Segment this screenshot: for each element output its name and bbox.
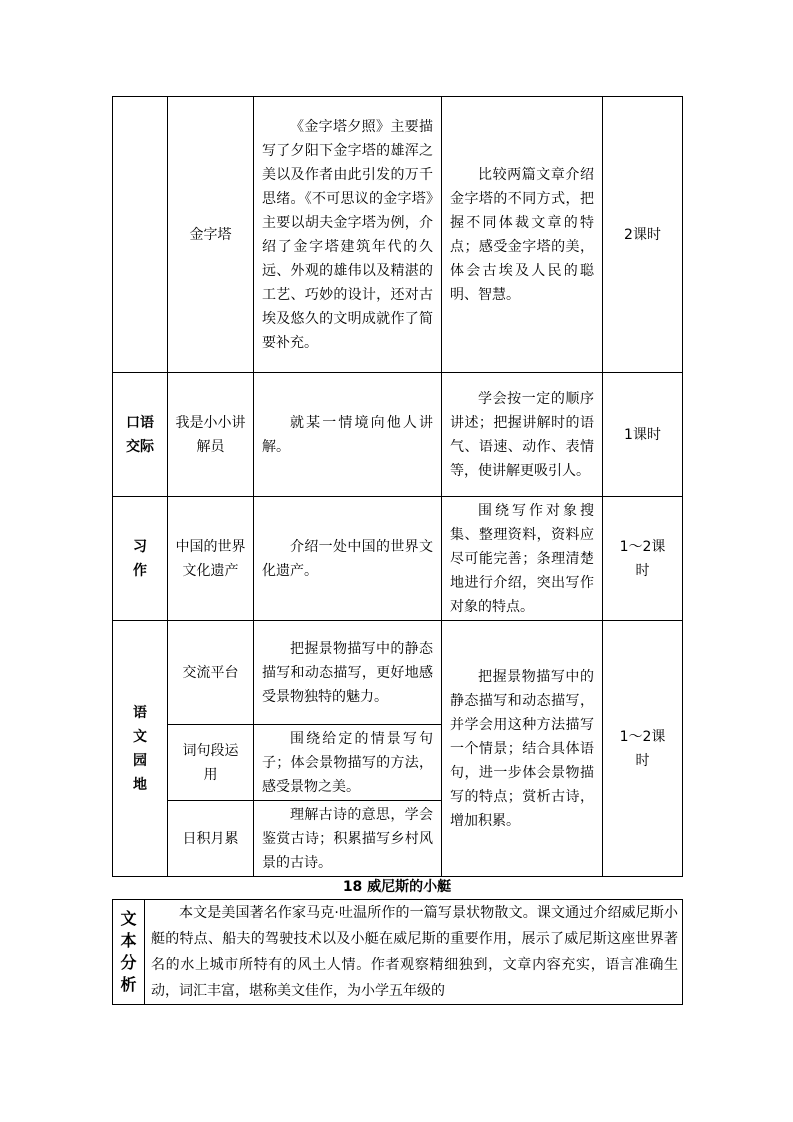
lesson-hours: 2课时 xyxy=(603,97,683,373)
lesson-content: 把握景物描写中的静态描写和动态描写，更好地感受景物独特的魅力。 xyxy=(254,621,442,725)
category-cell-empty xyxy=(113,97,168,373)
category-label: 习作 xyxy=(113,497,168,621)
lesson-content: 围绕给定的情景写句子；体会景物描写的方法，感受景物之美。 xyxy=(254,725,442,801)
lesson-title: 日积月累 xyxy=(168,801,254,877)
category-label: 语文园地 xyxy=(113,621,168,877)
section-title: 18 威尼斯的小艇 xyxy=(342,879,452,895)
lesson-content: 介绍一处中国的世界文化遗产。 xyxy=(254,497,442,621)
lesson-goal: 比较两篇文章介绍金字塔的不同方式，把握不同体裁文章的特点；感受金字塔的美，体会古埃及人民的聪明、智慧。 xyxy=(442,97,603,373)
table-row xyxy=(113,621,683,725)
lesson-content: 《金字塔夕照》主要描写了夕阳下金字塔的雄浑之美以及作者由此引发的万千思绪。《不可思议的金字塔》主要以胡夫金字塔为例，介绍了金字塔建筑年代的久远、外观的雄伟以及精湛的工艺、巧妙的设计，还对古埃及悠久的文明成就作了简要补充。 xyxy=(254,97,442,373)
lesson-goal: 围绕写作对象搜集、整理资料，资料应尽可能完善；条理清楚地进行介绍，突出写作对象的特点。 xyxy=(442,497,603,621)
lesson-hours: 1课时 xyxy=(603,373,683,497)
lesson-title: 金字塔 xyxy=(168,97,254,373)
analysis-text: 本文是美国著名作家马克·吐温所作的一篇写景状物散文。课文通过介绍威尼斯小艇的特点、船夫的驾驶技术以及小艇在威尼斯的重要作用，展示了威尼斯这座世界著名的水上城市所特有的风土人情。作者观察精细独到，文章内容充实，语言准确生动，词汇丰富，堪称美文佳作，为小学五年级的 xyxy=(145,900,683,1005)
table-row xyxy=(113,373,683,497)
lesson-content: 理解古诗的意思，学会鉴赏古诗；积累描写乡村风景的古诗。 xyxy=(254,801,442,877)
lesson-goal: 学会按一定的顺序讲述；把握讲解时的语气、语速、动作、表情等，使讲解更吸引人。 xyxy=(442,373,603,497)
lesson-title: 交流平台 xyxy=(168,621,254,725)
lesson-hours: 1～2课时 xyxy=(603,621,683,877)
lesson-title: 词句段运用 xyxy=(168,725,254,801)
lesson-title: 中国的世界文化遗产 xyxy=(168,497,254,621)
lesson-content: 就某一情境向他人讲解。 xyxy=(254,373,442,497)
lesson-title: 我是小小讲解员 xyxy=(168,373,254,497)
table-row xyxy=(113,497,683,621)
lesson-goal: 把握景物描写中的静态描写和动态描写，并学会用这种方法描写一个情景；结合具体语句，进一步体会景物描写的特点；赏析古诗，增加积累。 xyxy=(442,621,603,877)
lesson-hours: 1～2课时 xyxy=(603,497,683,621)
category-label: 口语交际 xyxy=(113,373,168,497)
analysis-label: 文本分析 xyxy=(113,900,145,1005)
unit-plan-table xyxy=(112,96,683,877)
table-row xyxy=(113,97,683,373)
text-analysis-table xyxy=(112,899,683,1005)
